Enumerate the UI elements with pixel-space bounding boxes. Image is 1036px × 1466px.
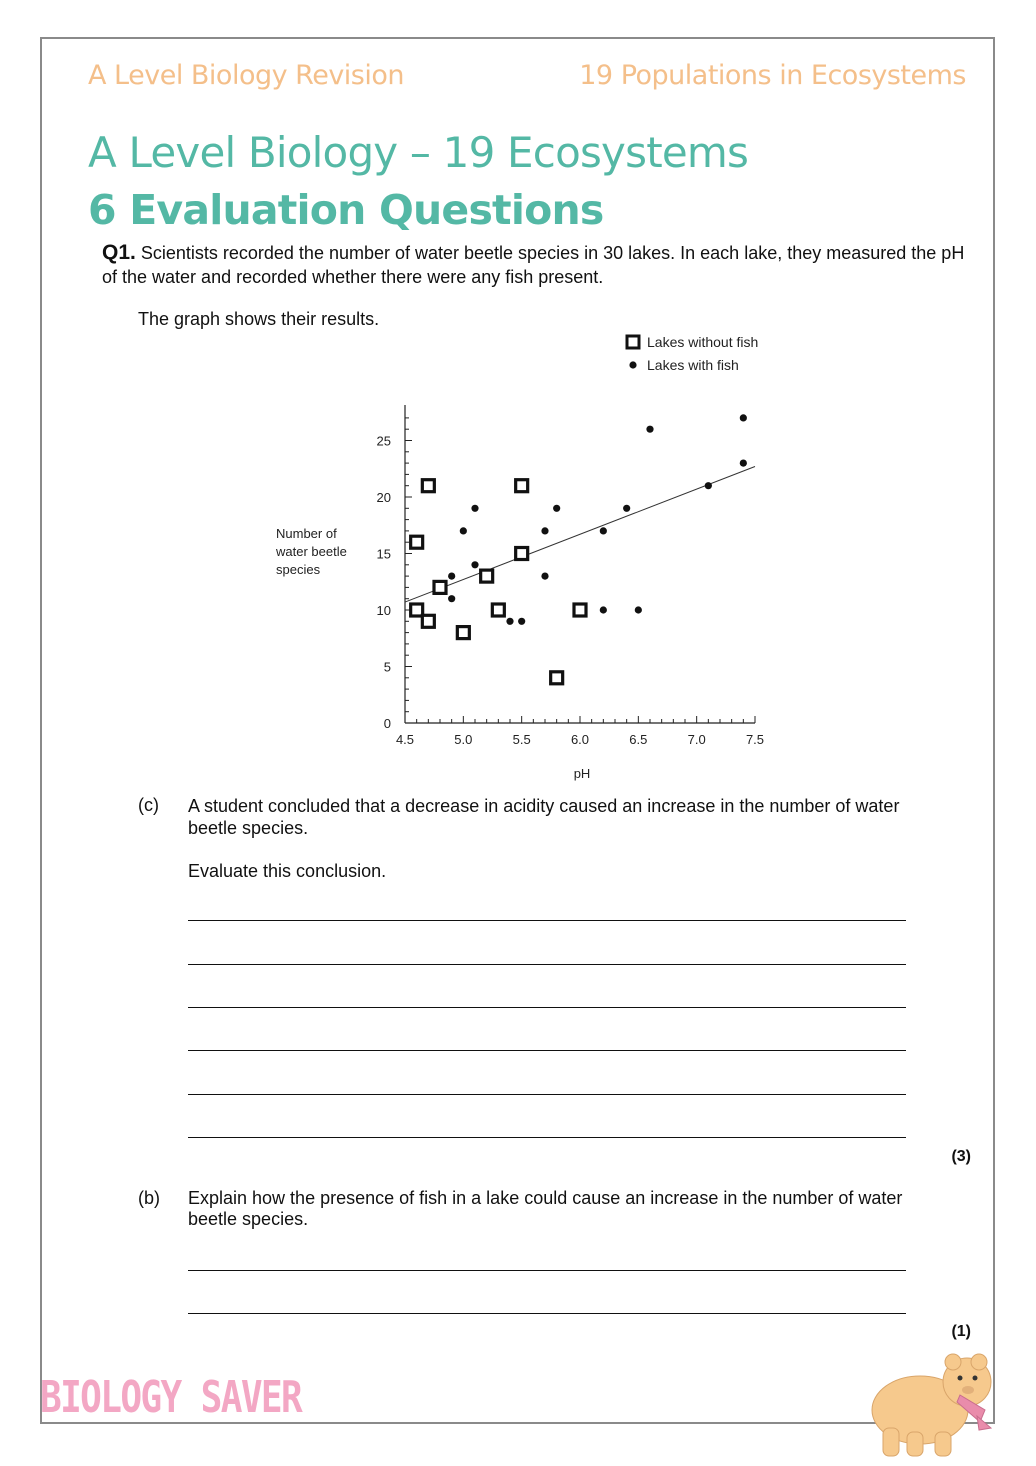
legend-label-without-fish: Lakes without fish (647, 334, 759, 350)
answer-line-b2[interactable] (188, 1313, 906, 1314)
answer-line-c1[interactable] (188, 920, 906, 921)
answer-line-c5[interactable] (188, 1094, 906, 1095)
point-lake-without-fish (516, 548, 528, 560)
y-axis-label-line: Number of (276, 526, 337, 541)
point-lake-with-fish (518, 618, 525, 625)
bear-icon (865, 1350, 995, 1460)
point-lake-with-fish (448, 595, 455, 602)
answer-line-c2[interactable] (188, 964, 906, 965)
y-tick-label: 0 (383, 716, 391, 731)
point-lake-with-fish (740, 460, 747, 467)
scatter-chart (270, 330, 790, 790)
point-lake-without-fish (574, 604, 586, 616)
question-1-text (102, 241, 982, 289)
point-lake-with-fish (553, 505, 560, 512)
point-lake-without-fish (551, 672, 563, 684)
question-number: Q1. (102, 241, 136, 264)
point-lake-with-fish (740, 414, 747, 421)
point-lake-without-fish (411, 536, 423, 548)
point-lake-with-fish (471, 505, 478, 512)
point-lake-with-fish (623, 505, 630, 512)
x-axis-label: pH (573, 766, 591, 781)
page-title: A Level Biology – 19 Ecosystems (88, 128, 749, 177)
question-1-body: Scientists recorded the number of water beetle species in 30 lakes. In each lake, they measured the pH of the water and recorded whether there were any fish present. (102, 243, 965, 287)
x-tick-label: 4.5 (395, 732, 415, 747)
answer-line-c4[interactable] (188, 1050, 906, 1051)
legend-square-marker (627, 336, 639, 348)
x-tick-label: 5.5 (512, 732, 531, 747)
point-lake-without-fish (457, 627, 469, 639)
x-tick-label: 6.5 (629, 732, 648, 747)
y-tick-label: 5 (383, 659, 391, 675)
point-lake-with-fish (541, 527, 548, 534)
answer-line-c6[interactable] (188, 1137, 906, 1138)
x-tick-label: 7.0 (687, 732, 706, 747)
x-tick-label: 5.0 (454, 732, 473, 747)
part-b-label: (b) (138, 1188, 160, 1208)
point-lake-with-fish (705, 482, 712, 489)
header-left: A Level Biology Revision (88, 60, 405, 91)
header-right: 19 Populations in Ecosystems (579, 60, 966, 91)
point-lake-without-fish (492, 604, 504, 616)
part-c-instruction: Evaluate this conclusion. (188, 861, 387, 881)
legend-label-with-fish: Lakes with fish (647, 357, 739, 373)
y-tick-label: 20 (376, 490, 391, 505)
point-lake-with-fish (541, 573, 548, 580)
x-tick-label: 7.5 (745, 732, 765, 747)
y-tick-label: 10 (376, 603, 391, 618)
y-tick-label: 25 (376, 433, 391, 449)
point-lake-without-fish (422, 480, 434, 492)
point-lake-with-fish (471, 561, 478, 568)
part-c-label: (c) (138, 795, 159, 815)
page-subtitle: 6 Evaluation Questions (88, 186, 604, 234)
part-b-text: Explain how the presence of fish in a lake could cause an increase in the number of water beetle species. (188, 1188, 903, 1229)
point-lake-with-fish (646, 426, 653, 433)
y-axis-label-line: species (276, 562, 321, 577)
biology-saver-logo: BIOLOGY SAVER (40, 1372, 302, 1423)
part-c-text: A student concluded that a decrease in acidity caused an increase in the number of water beetle species. (188, 796, 900, 838)
answer-line-b1[interactable] (188, 1270, 906, 1271)
trend-line (405, 466, 755, 602)
point-lake-without-fish (481, 570, 493, 582)
y-axis-label-line: water beetle (276, 544, 347, 559)
part-b-marks: (1) (951, 1323, 971, 1340)
answer-line-c3[interactable] (188, 1007, 906, 1008)
point-lake-with-fish (600, 527, 607, 534)
x-tick-label: 6.0 (570, 732, 590, 747)
graph-intro: The graph shows their results. (138, 309, 380, 329)
point-lake-without-fish (434, 581, 446, 593)
point-lake-with-fish (460, 527, 467, 534)
point-lake-with-fish (635, 606, 642, 613)
point-lake-with-fish (448, 573, 455, 580)
point-lake-with-fish (600, 606, 607, 613)
part-c-marks: (3) (951, 1148, 971, 1165)
legend-dot-marker (629, 361, 636, 368)
y-tick-label: 15 (376, 546, 391, 562)
point-lake-without-fish (516, 480, 528, 492)
point-lake-with-fish (506, 618, 513, 625)
point-lake-without-fish (422, 615, 434, 627)
